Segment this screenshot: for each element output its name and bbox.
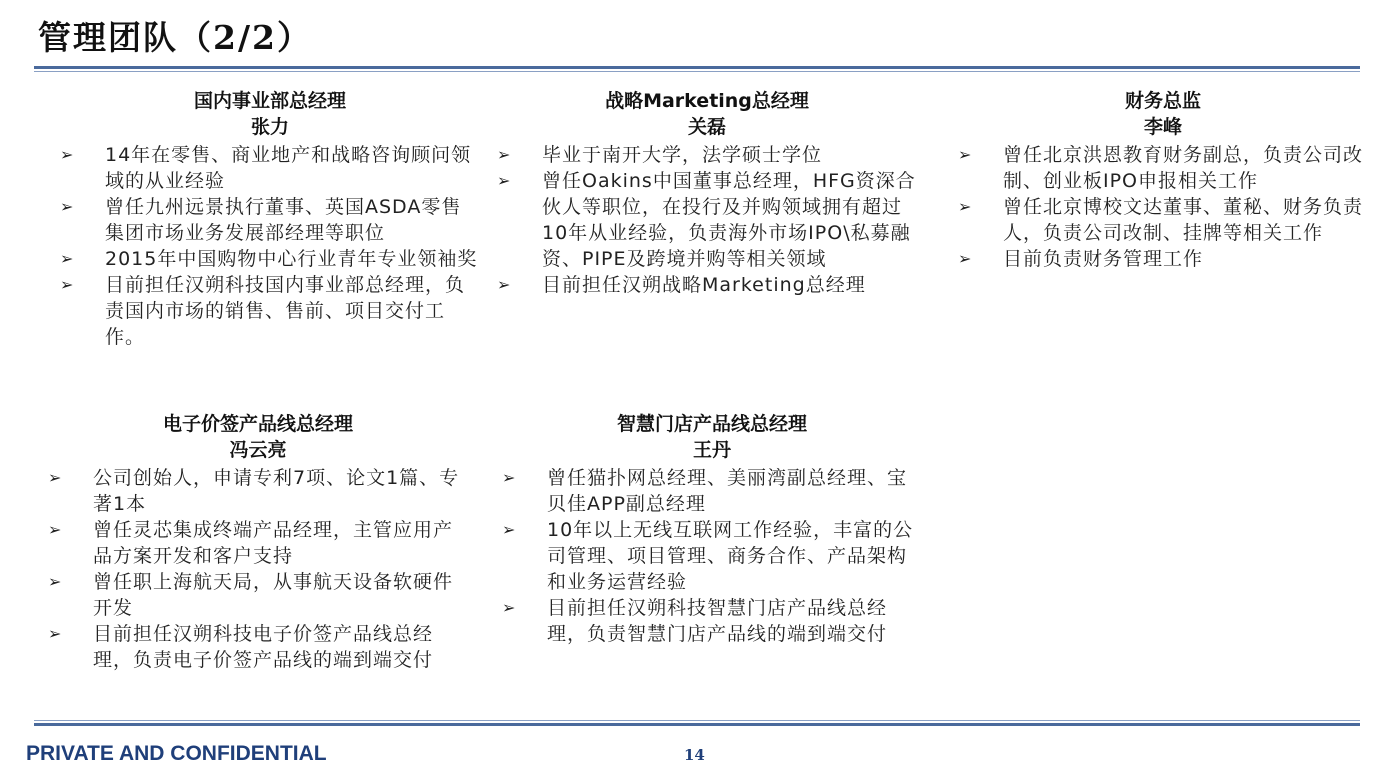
arrow-bullet-icon: ➢ bbox=[502, 468, 517, 487]
section-person-name: 张力 bbox=[250, 116, 289, 138]
list-item: ➢ 曾任九州远景执行董事、英国ASDA零售集团市场业务发展部经理等职位 bbox=[60, 196, 462, 244]
section-person-name: 冯云亮 bbox=[229, 439, 287, 461]
section-role: 财务总监 bbox=[1124, 90, 1201, 112]
list-item: ➢ 曾任Oakins中国董事总经理，HFG资深合伙人等职位，在投行及并购领域拥有超过10年从业经验，负责海外市场IPO\私募融资、PIPE及跨境并购等相关领域 bbox=[497, 170, 916, 270]
bottom-divider bbox=[34, 720, 1360, 726]
list-item: ➢ 目前负责财务管理工作 bbox=[958, 248, 1204, 270]
arrow-bullet-icon: ➢ bbox=[48, 520, 63, 539]
list-item: ➢ 毕业于南开大学，法学硕士学位 bbox=[497, 144, 823, 166]
arrow-bullet-icon: ➢ bbox=[502, 520, 517, 539]
section-strategy-marketing-gm bbox=[497, 88, 917, 298]
list-item: ➢ 2015年中国购物中心行业青年专业领袖奖 bbox=[60, 248, 478, 270]
section-person-name: 关磊 bbox=[687, 116, 726, 138]
section-esl-product-gm bbox=[48, 411, 468, 673]
list-item: ➢ 14年在零售、商业地产和战略咨询顾问领域的从业经验 bbox=[60, 144, 472, 192]
section-role: 战略Marketing总经理 bbox=[605, 90, 809, 112]
page-title: 管理团队（2/2） bbox=[38, 18, 312, 57]
arrow-bullet-icon: ➢ bbox=[48, 468, 63, 487]
arrow-bullet-icon: ➢ bbox=[958, 197, 973, 216]
section-role: 国内事业部总经理 bbox=[193, 90, 346, 112]
list-item: ➢ 曾任北京洪恩教育财务副总，负责公司改制、创业板IPO申报相关工作 bbox=[958, 144, 1364, 192]
list-item: ➢ 目前担任汉朔科技国内事业部总经理，负责国内市场的销售、售前、项目交付工作。 bbox=[60, 274, 466, 348]
arrow-bullet-icon: ➢ bbox=[60, 145, 75, 164]
arrow-bullet-icon: ➢ bbox=[60, 275, 75, 294]
arrow-bullet-icon: ➢ bbox=[48, 624, 63, 643]
list-item: ➢ 10年以上无线互联网工作经验，丰富的公司管理、项目管理、商务合作、产品架构和业务运营经验 bbox=[502, 519, 914, 593]
section-role: 智慧门店产品线总经理 bbox=[616, 413, 807, 435]
list-item: ➢ 公司创始人，申请专利7项、论文1篇、专著1本 bbox=[48, 467, 460, 515]
top-divider bbox=[34, 66, 1360, 72]
arrow-bullet-icon: ➢ bbox=[60, 197, 75, 216]
list-item: ➢ 曾任北京博校文达董事、董秘、财务负责人，负责公司改制、挂牌等相关工作 bbox=[958, 196, 1364, 244]
list-item: ➢ 目前担任汉朔战略Marketing总经理 bbox=[497, 274, 866, 296]
arrow-bullet-icon: ➢ bbox=[958, 145, 973, 164]
arrow-bullet-icon: ➢ bbox=[502, 598, 517, 617]
section-domestic-gm bbox=[60, 88, 480, 350]
arrow-bullet-icon: ➢ bbox=[958, 249, 973, 268]
arrow-bullet-icon: ➢ bbox=[497, 275, 512, 294]
arrow-bullet-icon: ➢ bbox=[60, 249, 75, 268]
page-number: 14 bbox=[684, 746, 705, 764]
list-item: ➢ 目前担任汉朔科技电子价签产品线总经理，负责电子价签产品线的端到端交付 bbox=[48, 623, 434, 671]
arrow-bullet-icon: ➢ bbox=[497, 171, 512, 190]
section-smart-store-gm bbox=[502, 411, 922, 647]
section-role: 电子价签产品线总经理 bbox=[162, 413, 353, 435]
arrow-bullet-icon: ➢ bbox=[497, 145, 512, 164]
list-item: ➢ 曾任职上海航天局，从事航天设备软硬件开发 bbox=[48, 571, 454, 619]
arrow-bullet-icon: ➢ bbox=[48, 572, 63, 591]
list-item: ➢ 曾任猫扑网总经理、美丽湾副总经理、宝贝佳APP副总经理 bbox=[502, 467, 908, 515]
section-person-name: 王丹 bbox=[692, 439, 731, 461]
list-item: ➢ 目前担任汉朔科技智慧门店产品线总经理，负责智慧门店产品线的端到端交付 bbox=[502, 597, 888, 645]
list-item: ➢ 曾任灵芯集成终端产品经理，主管应用产品方案开发和客户支持 bbox=[48, 519, 454, 567]
section-person-name: 李峰 bbox=[1143, 116, 1182, 138]
confidential-label: PRIVATE AND CONFIDENTIAL bbox=[26, 742, 327, 765]
section-cfo bbox=[958, 88, 1368, 272]
